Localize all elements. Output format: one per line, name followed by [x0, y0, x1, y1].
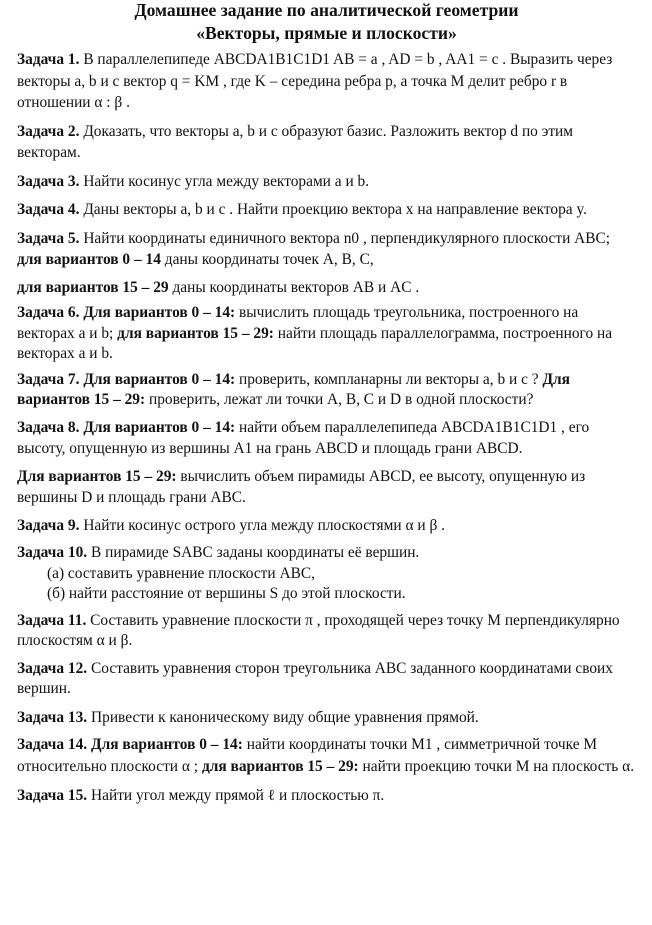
task-14-text-a: найти координаты точки M1 , симметричной точке M относительно плоскости α ;: [17, 736, 598, 775]
task-6-variant-0-14: Для вариантов 0 – 14:: [83, 304, 236, 321]
task-5-text-c: даны координаты векторов AB и AC .: [172, 278, 420, 296]
task-6-text-a: вычислить площадь треугольника, построенного на векторах a и b;: [17, 304, 579, 342]
task-5-variant-0-14: для вариантов 0 – 14: [17, 251, 161, 268]
task-8: [17, 417, 636, 460]
task-7-text-a: проверить, компланарны ли векторы a, b и c ?: [239, 370, 539, 388]
task-5-variant-15-29: для вариантов 15 – 29: [17, 278, 169, 296]
task-13: [17, 707, 636, 729]
task-1-label: Задача 1.: [17, 51, 80, 68]
task-8-text-b: вычислить объем пирамиды ABCD, ее высоту, опущенную из вершины D и площадь грани ABC.: [17, 467, 586, 506]
task-9-text: Найти косинус острого угла между плоскостями α и β .: [83, 516, 445, 534]
task-8-text-a: найти объем параллелепипеда ABCDA1B1C1D1 , его высоту, опущенную из вершины A1 на грань ABCD и площадь грани ABCD.: [17, 418, 590, 457]
task-2: [17, 121, 636, 164]
task-10-label: Задача 10.: [17, 544, 88, 561]
task-14-variant-0-14: Для вариантов 0 – 14:: [91, 736, 243, 753]
task-3: [17, 171, 636, 193]
task-5-text-a: Найти координаты единичного вектора n0 , перпендикулярного плоскости ABC;: [83, 229, 611, 247]
task-8-variant-15-29: Для вариантов 15 – 29:: [17, 467, 177, 485]
task-7-text-b: проверить, лежат ли точки A, B, C и D в одной плоскости?: [148, 391, 534, 408]
task-15-text: Найти угол между прямой ℓ и плоскостью π.: [91, 787, 385, 804]
task-6-variant-15-29: для вариантов 15 – 29:: [117, 324, 274, 342]
task-14-label: Задача 14.: [17, 736, 88, 753]
task-15-label: Задача 15.: [17, 787, 88, 804]
task-6: [17, 303, 636, 365]
task-14: [17, 734, 636, 777]
task-10-item-b: (б) найти расстояние от вершины S до этой плоскости.: [47, 585, 406, 602]
task-2-label: Задача 2.: [17, 122, 80, 140]
task-10-item-a: (а) составить уравнение плоскости ABC,: [47, 564, 315, 582]
task-3-label: Задача 3.: [17, 172, 80, 190]
task-8-variant-0-14: Для вариантов 0 – 14:: [83, 418, 236, 436]
task-10: [17, 542, 636, 564]
task-3-text: Найти косинус угла между векторами a и b.: [83, 172, 370, 190]
task-4-label: Задача 4.: [17, 201, 80, 218]
task-1: [17, 49, 636, 114]
task-8-label: Задача 8.: [17, 418, 80, 436]
task-7: [17, 370, 636, 411]
task-15: [17, 785, 636, 807]
task-12-label: Задача 12.: [17, 659, 88, 677]
task-7-variant-15-29: Для вариантов 15 – 29:: [17, 370, 571, 408]
task-2-text: Доказать, что векторы a, b и c образуют базис. Разложить вектор d по этим векторам.: [17, 122, 574, 161]
task-12-text: Составить уравнения сторон треугольника ABC заданного координатами своих вершин.: [17, 659, 613, 697]
task-1-text: В параллелепипеде ABCDA1B1C1D1 AB = a , AD = b , AA1 = c . Выразить через векторы a, b и c вектор q = KM , где K – середина ребра p, а точка M делит ребро r в отношении α : β .: [17, 51, 613, 111]
task-13-text: Привести к каноническому виду общие уравнения прямой.: [91, 708, 479, 726]
task-14-variant-15-29: для вариантов 15 – 29:: [201, 757, 359, 775]
page-subtitle: «Векторы, прямые и плоскости»: [196, 23, 457, 43]
task-10-text: В пирамиде SABC заданы координаты её вершин.: [91, 544, 420, 561]
task-5: [17, 228, 636, 271]
task-9-label: Задача 9.: [17, 516, 80, 534]
page-title: Домашнее задание по аналитической геометрии: [134, 0, 519, 20]
task-6-label: Задача 6.: [17, 304, 80, 321]
task-7-label: Задача 7.: [17, 370, 80, 388]
task-9: [17, 515, 636, 537]
task-11: [17, 611, 636, 652]
task-11-label: Задача 11.: [17, 611, 87, 629]
task-4: [17, 199, 636, 221]
task-4-text: Даны векторы a, b и c . Найти проекцию вектора x на направление вектора y.: [83, 201, 588, 218]
task-11-text: Составить уравнение плоскости π , проходящей через точку M перпендикулярно плоскостям α и β.: [17, 611, 620, 649]
task-7-variant-0-14: Для вариантов 0 – 14:: [83, 370, 236, 388]
task-8-part-2: [17, 466, 636, 509]
task-5-text-b: даны координаты точек A, B, C,: [164, 251, 374, 268]
task-12: [17, 659, 636, 700]
task-14-text-b: найти проекцию точки M на плоскость α.: [362, 757, 635, 775]
task-5-label: Задача 5.: [17, 229, 80, 247]
task-13-label: Задача 13.: [17, 708, 88, 726]
task-5-part-2: [17, 277, 636, 299]
task-6-text-b: найти площадь параллелограмма, построенного на векторах a и b.: [17, 324, 613, 362]
